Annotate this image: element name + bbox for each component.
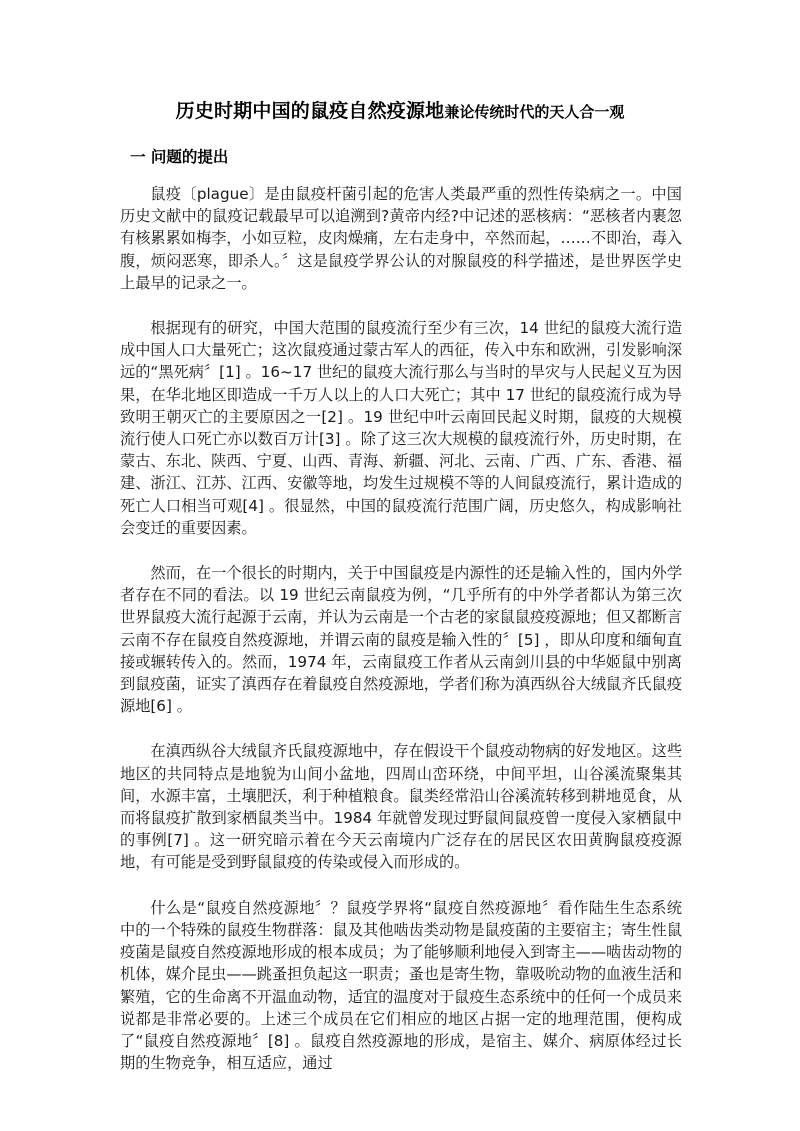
section-heading: 一 问题的提出 [130, 148, 229, 166]
paragraph-2: 根据现有的研究，中国大范围的鼠疫流行至少有三次，14 世纪的鼠疫大流行造成中国人口大量死亡；这次鼠疫通过蒙古军人的西征，传入中东和欧洲，引发影响深远的“黑死病〞[1] 。16~17 世纪的鼠疫大流行那么与当时的旱灾与人民起义互为因果，在华北地区即造成一千万人以上的人口大死亡；其中 17 世纪的鼠疫流行成为导致明王朝灭亡的主要原因之一[2] 。19 世纪中叶云南回民起义时期，鼠疫的大规模流行使人口死亡亦以数百万计[3] 。除了这三次大规模的鼠疫流行外，历史时期，在蒙古、东北、陕西、宁夏、山西、青海、新疆、河北、云南、广西、广东、香港、福建、浙江、江苏、江西、安徽等地，均发生过规模不等的人间鼠疫流行，累计造成的死亡人口相当可观[4] 。很显然，中国的鼠疫流行范围广阔，历史悠久，构成影响社会变迁的重要因素。 [120, 319, 682, 537]
paragraph-4: 在滇西纵谷大绒鼠齐氏鼠疫源地中，存在假设干个鼠疫动物病的好发地区。这些地区的共同特点是地貌为山间小盆地，四周山峦环绕，中间平坦，山谷溪流聚集其间，水源丰富，土壤肥沃，利于种植粮食。鼠类经常沿山谷溪流转移到耕地觅食，从而将鼠疫扩散到家栖鼠类当中。1984 年就曾发现过野鼠间鼠疫曾一度侵入家栖鼠中的事例[7] 。这一研究暗示着在今天云南境内广泛存在的居民区农田黄胸鼠疫疫源地，有可能是受到野鼠鼠疫的传染或侵入而形成的。 [120, 742, 682, 872]
body-text [120, 183, 682, 1097]
title-subtitle: 兼论传统时代的天人合一观 [444, 103, 625, 121]
paragraph-5: 什么是“鼠疫自然疫源地〞？鼠疫学界将“鼠疫自然疫源地〞看作陆生生态系统中的一个特殊的鼠疫生物群落：鼠及其他啮齿类动物是鼠疫菌的主要宿主；寄生性鼠疫菌是鼠疫自然疫源地形成的根本成员；为了能够顺利地侵入到寄主——啮齿动物的机体，媒介昆虫——跳蚤担负起这一职责；蚤也是寄生物，靠吸吮动物的血液生活和繁殖，它的生命离不开温血动物，适宜的温度对于鼠疫生态系统中的任何一个成员来说都是非常必要的。上述三个成员在它们相应的地区占据一定的地理范围，便构成了“鼠疫自然疫源地〞[8] 。鼠疫自然疫源地的形成，是宿主、媒介、病原体经过长期的生物竞争，相互适应，通过 [120, 898, 682, 1073]
paragraph-1: 鼠疫〔plague〕是由鼠疫杆菌引起的危害人类最严重的烈性传染病之一。中国历史文献中的鼠疫记载最早可以追溯到?黄帝内经?中记述的恶核病：“恶核者内裹忽有核累累如梅李，小如豆粒，皮肉燥痛，左右走身中，卒然而起，……不即治，毒入腹，烦闷恶寒，即杀人。〞这是鼠疫学界公认的对腺鼠疫的科学描述，是世界医学史上最早的记录之一。 [120, 185, 682, 292]
paragraph-3: 然而，在一个很长的时期内，关于中国鼠疫是内源性的还是输入性的，国内外学者存在不同的看法。以 19 世纪云南鼠疫为例，“几乎所有的中外学者都认为第三次世界鼠疫大流行起源于云南，并认为云南是一个古老的家鼠鼠疫疫源地；但又都断言云南不存在鼠疫自然疫源地，并谓云南的鼠疫是输入性的〞[5] ，即从印度和缅甸直接或辗转传入的。然而，1974 年，云南鼠疫工作者从云南剑川县的中华姬鼠中别离到鼠疫菌，证实了滇西存在着鼠疫自然疫源地，学者们称为滇西纵谷大绒鼠齐氏鼠疫源地[6] 。 [120, 564, 682, 716]
document-title [0, 96, 800, 123]
title-main: 历史时期中国的鼠疫自然疫源地 [175, 100, 445, 122]
